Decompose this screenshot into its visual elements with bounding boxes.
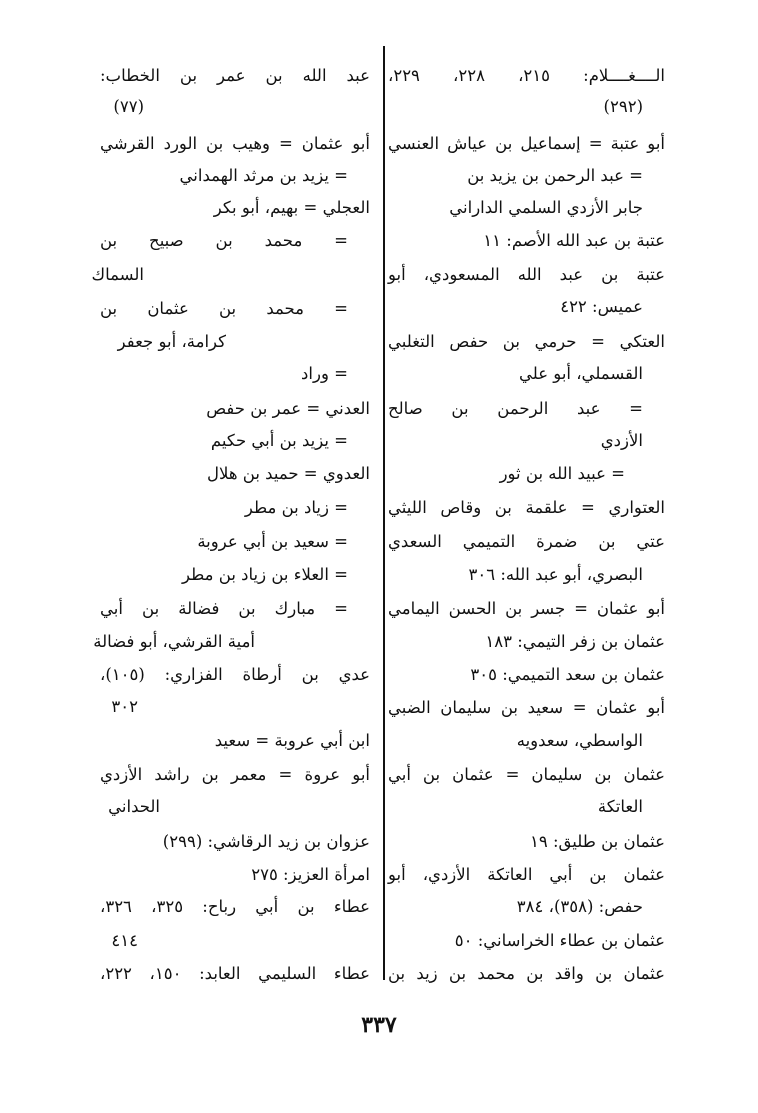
index-line: عبد الله بن عمر بن الخطاب: [100,66,370,85]
index-line: السماك [91,265,144,284]
index-line: امرأة العزيز: ٢٧٥ [251,865,370,884]
index-line: العاتكة [597,797,643,816]
index-line: (٢٩٢) [603,97,643,116]
index-line: أبو عثمان = سعيد بن سليمان الضبي [388,698,665,717]
index-line: الواسطي، سعدويه [516,731,643,750]
page-number: ٣٣٧ [361,1012,397,1038]
index-line: = محمد بن صبيح بن [100,231,348,250]
index-line: عثمان بن عطاء الخراساني: ٥٠ [454,931,665,950]
index-line: ٤١٤ [111,931,138,950]
index-line: = عبد الرحمن بن يزيد بن [467,166,643,185]
index-line: عثمان بن واقد بن محمد بن زيد بن [388,964,665,983]
index-line: العتواري = علقمة بن وقاص الليثي [388,498,665,517]
index-line: = عبيد الله بن ثور [499,464,625,483]
index-line: عتي بن ضمرة التميمي السعدي [388,532,665,551]
index-line: ٣٠٢ [111,697,138,716]
index-line: عثمان بن سليمان = عثمان بن أبي [388,765,665,784]
index-line: عطاء السليمي العابد: ١٥٠، ٢٢٢، [100,964,370,983]
index-line: عثمان بن سعد التميمي: ٣٠٥ [470,665,665,684]
index-line: البصري، أبو عبد الله: ٣٠٦ [468,565,643,584]
index-line: أبو عروة = معمر بن راشد الأزدي [100,765,370,784]
index-line: عثمان بن طليق: ١٩ [529,832,665,851]
index-line: عتبة بن عبد الله المسعودي، أبو [388,265,665,284]
index-line: = سعيد بن أبي عروبة [197,532,348,551]
index-line: عدي بن أرطاة الفزاري: (١٠٥)، [100,665,370,684]
column-divider [383,46,385,980]
index-line: حفص: (٣٥٨)، ٣٨٤ [516,897,643,916]
index-line: (٧٧) [113,97,144,116]
index-line: أبو عثمان = وهيب بن الورد القرشي [100,134,370,153]
index-line: العدني = عمر بن حفص [206,399,370,418]
index-line: أبو عثمان = جسر بن الحسن اليمامي [388,599,665,618]
index-line: = مبارك بن فضالة بن أبي [100,599,348,618]
index-line: = وراد [301,364,348,383]
index-line: ابن أبي عروبة = سعيد [214,731,370,750]
index-line: القسملي، أبو علي [518,364,643,383]
index-line: عثمان بن أبي العاتكة الأزدي، أبو [388,865,665,884]
index-line: = محمد بن عثمان بن [100,299,348,318]
index-line: = زياد بن مطر [244,498,348,517]
index-line: كرامة، أبو جعفر [117,332,226,351]
index-line: العدوي = حميد بن هلال [207,464,370,483]
index-line: أبو عتبة = إسماعيل بن عياش العنسي [388,134,665,153]
index-line: الأزدي [600,431,643,450]
index-line: الحداني [108,797,160,816]
index-line: عطاء بن أبي رباح: ٣٢٥، ٣٢٦، [100,897,370,916]
index-line: عثمان بن زفر التيمي: ١٨٣ [485,632,665,651]
index-line: = عبد الرحمن بن صالح [388,399,643,418]
index-line: أمية القرشي، أبو فضالة [93,632,255,651]
index-line: العجلي = بهيم، أبو بكر [213,198,370,217]
index-line: الــــغــــلام: ٢١٥، ٢٢٨، ٢٢٩، [388,66,665,85]
index-line: = يزيد بن أبي حكيم [210,431,348,450]
index-line: العتكي = حرمي بن حفص التغلبي [388,332,665,351]
index-line: = يزيد بن مرثد الهمداني [179,166,348,185]
index-line: = العلاء بن زياد بن مطر [182,565,348,584]
index-line: عزوان بن زيد الرقاشي: (٢٩٩) [162,832,370,851]
index-line: عتبة بن عبد الله الأصم: ١١ [483,231,665,250]
index-line: عميس: ٤٢٢ [560,297,643,316]
index-line: جابر الأزدي السلمي الداراني [449,198,643,217]
